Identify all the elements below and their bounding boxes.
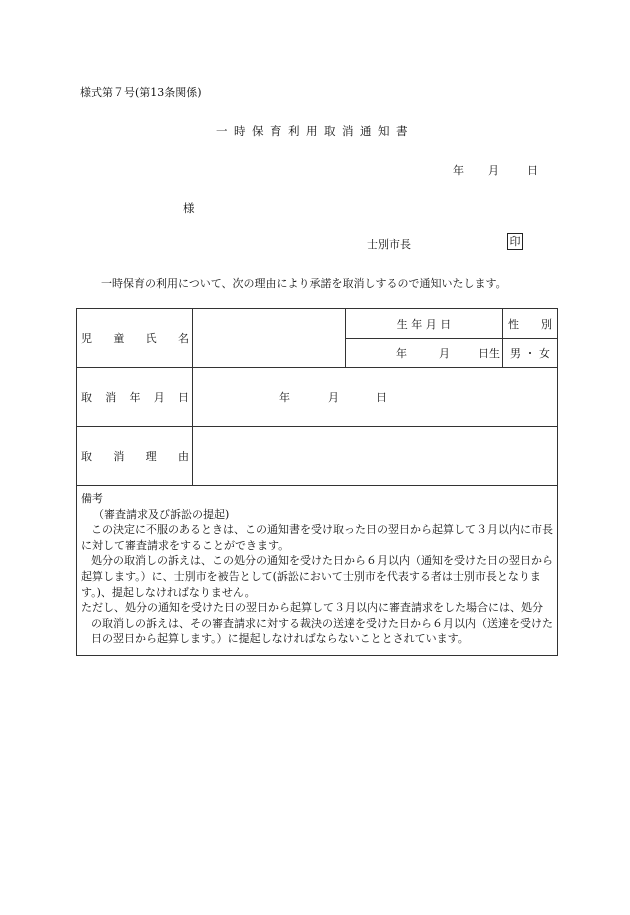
notice-table bbox=[76, 308, 558, 656]
notes-paragraph-2: 処分の取消しの訴えは、この処分の通知を受けた日から６月以内（通知を受けた日の翌日から起算します。）に、士別市を被告として(訴訟において士別市を代表する者は士別市長となります。)、提起しなければなりません。 bbox=[81, 554, 553, 599]
issue-date-year: 年 bbox=[453, 164, 464, 177]
addressee-suffix: 様 bbox=[183, 201, 195, 215]
table-row bbox=[77, 309, 558, 339]
table-row bbox=[77, 368, 558, 427]
notes-heading: 備考 bbox=[81, 492, 103, 505]
birthdate-day: 日生 bbox=[478, 347, 500, 360]
gender-field[interactable]: 男 ・ 女 bbox=[503, 339, 558, 368]
cancel-reason-label: 取 消 理 由 bbox=[77, 427, 193, 486]
child-name-label: 児 童 氏 名 bbox=[77, 309, 193, 368]
cancel-date-field[interactable] bbox=[193, 368, 558, 427]
notes-paragraph-3: ただし、処分の通知を受けた日の翌日から起算して３月以内に審査請求をした場合には、処分の取消しの訴えは、その審査請求に対する裁決の送達を受けた日から６月以内（送達を受けた日の翌日から起算します。）に提起しなければならないこととされています。 bbox=[81, 601, 553, 646]
issue-date bbox=[453, 162, 538, 178]
gender-header: 性 別 bbox=[503, 309, 558, 339]
issue-date-month: 月 bbox=[488, 164, 499, 177]
cancel-year: 年 bbox=[279, 391, 290, 404]
issuer-title: 士別市長 bbox=[367, 238, 411, 251]
cancel-date-label: 取 消 年 月 日 bbox=[77, 368, 193, 427]
issue-date-day: 日 bbox=[527, 164, 538, 177]
document-title: 一時保育利用取消通知書 bbox=[216, 124, 414, 138]
cancel-month: 月 bbox=[328, 391, 339, 404]
form-number: 様式第７号(第13条関係) bbox=[80, 86, 202, 99]
cancel-day: 日 bbox=[376, 391, 387, 404]
birthdate-field[interactable] bbox=[346, 339, 503, 368]
birthdate-header: 生 年 月 日 bbox=[346, 309, 503, 339]
cancel-reason-field[interactable] bbox=[193, 427, 558, 486]
notes-paragraph-1: この決定に不服のあるときは、この通知書を受け取った日の翌日から起算して３月以内に市長に対して審査請求をすることができます。 bbox=[81, 523, 553, 552]
table-row bbox=[77, 427, 558, 486]
birthdate-year: 年 bbox=[396, 347, 407, 360]
child-name-field[interactable] bbox=[193, 309, 346, 368]
seal-box: 印 bbox=[507, 233, 523, 250]
birthdate-month: 月 bbox=[439, 347, 450, 360]
notes-section bbox=[77, 486, 558, 656]
table-row bbox=[77, 486, 558, 656]
notes-subheading: （審査請求及び訴訟の提起) bbox=[93, 507, 230, 521]
intro-text: 一時保育の利用について、次の理由により承諾を取消しするので通知いたします。 bbox=[101, 277, 507, 290]
